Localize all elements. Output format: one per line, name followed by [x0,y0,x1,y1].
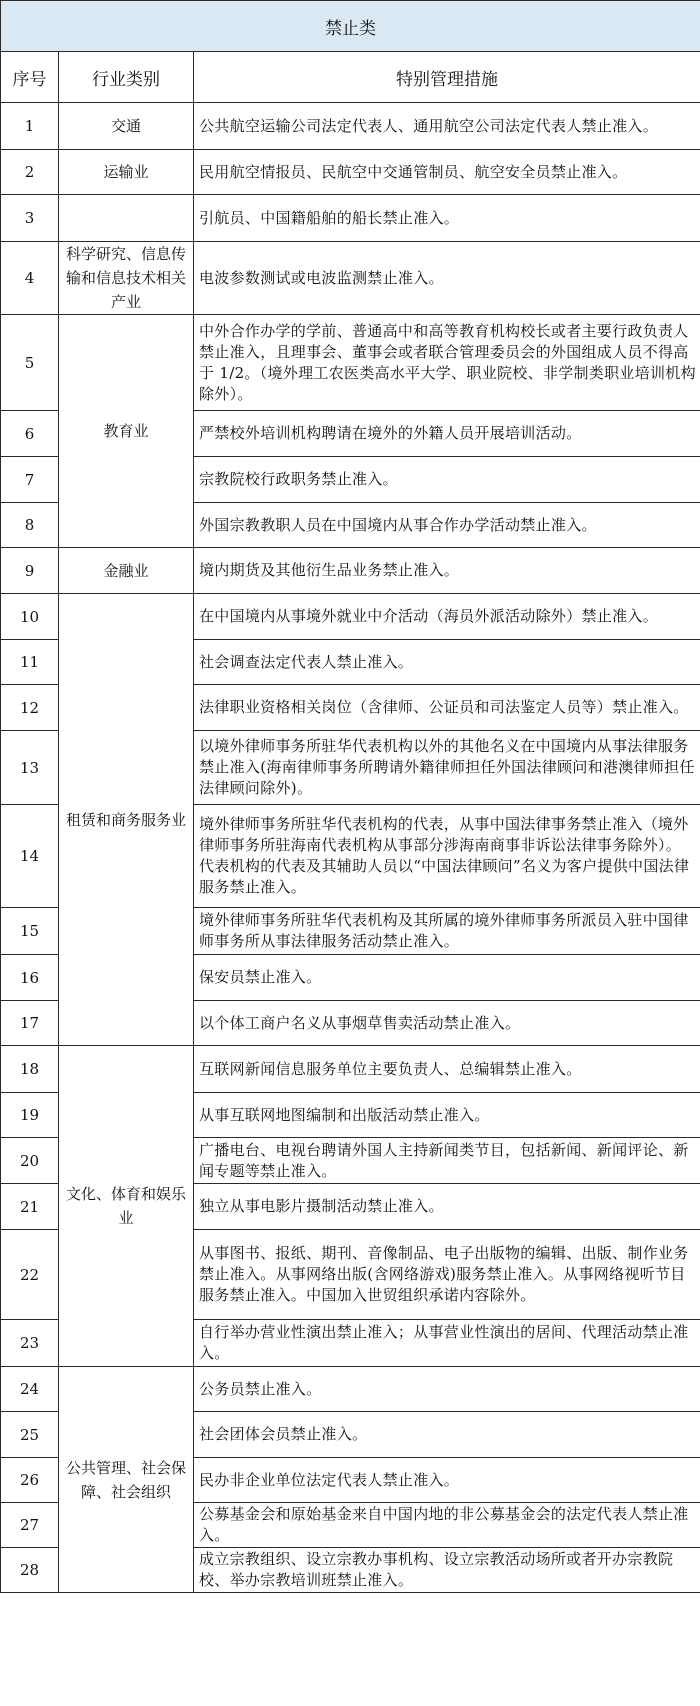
measure-cell: 法律职业资格相关岗位（含律师、公证员和司法鉴定人员等）禁止准入。 [194,685,700,731]
measure-cell: 广播电台、电视台聘请外国人主持新闻类节目，包括新闻、新闻评论、新闻专题等禁止准入。 [194,1138,700,1184]
category-cell: 交通 [59,103,194,150]
measure-cell: 外国宗教教职人员在中国境内从事合作办学活动禁止准入。 [194,503,700,548]
measure-cell: 境外律师事务所驻华代表机构及其所属的境外律师事务所派员入驻中国律师事务所从事法律服务活动禁止准入。 [194,908,700,955]
row-number: 12 [1,685,59,731]
row-number: 24 [1,1367,59,1412]
measure-cell: 公募基金会和原始基金来自中国内地的非公募基金会的法定代表人禁止准入。 [194,1503,700,1548]
row-number: 13 [1,731,59,805]
measure-cell: 以个体工商户名义从事烟草售卖活动禁止准入。 [194,1001,700,1046]
measure-cell: 中外合作办学的学前、普通高中和高等教育机构校长或者主要行政负责人禁止准入，且理事会、董事会或者联合管理委员会的外国组成人员不得高于 1/2。（境外理工农医类高水平大学、职业院校、非学制类职业培训机构除外）。 [194,315,700,411]
measure-cell: 从事图书、报纸、期刊、音像制品、电子出版物的编辑、出版、制作业务禁止准入。从事网络出版(含网络游戏)服务禁止准入。从事网络视听节目服务禁止准入。中国加入世贸组织承诺内容除外。 [194,1230,700,1320]
table-row [1,594,700,640]
category-cell-empty [59,195,194,242]
table-title: 禁止类 [1,1,700,52]
measure-cell: 公务员禁止准入。 [194,1367,700,1412]
measure-cell: 引航员、中国籍船舶的船长禁止准入。 [194,195,700,242]
row-number: 14 [1,805,59,908]
category-cell: 文化、体育和娱乐业 [59,1046,194,1367]
category-cell: 金融业 [59,548,194,594]
measure-cell: 社会调查法定代表人禁止准入。 [194,640,700,685]
measure-cell: 社会团体会员禁止准入。 [194,1412,700,1458]
measure-cell: 电波参数测试或电波监测禁止准入。 [194,242,700,315]
category-cell: 租赁和商务服务业 [59,594,194,1046]
table-row [1,1367,700,1412]
category-cell: 科学研究、信息传输和信息技术相关产业 [59,242,194,315]
row-number: 17 [1,1001,59,1046]
row-number: 5 [1,315,59,411]
header-measure: 特别管理措施 [194,52,700,103]
row-number: 22 [1,1230,59,1320]
row-number: 4 [1,242,59,315]
row-number: 25 [1,1412,59,1458]
category-cell: 运输业 [59,150,194,195]
row-number: 23 [1,1320,59,1367]
row-number: 3 [1,195,59,242]
row-number: 9 [1,548,59,594]
row-number: 8 [1,503,59,548]
row-number: 27 [1,1503,59,1548]
row-number: 10 [1,594,59,640]
measure-cell: 严禁校外培训机构聘请在境外的外籍人员开展培训活动。 [194,411,700,457]
measure-cell: 境内期货及其他衍生品业务禁止准入。 [194,548,700,594]
category-cell: 教育业 [59,315,194,548]
row-number: 6 [1,411,59,457]
row-number: 11 [1,640,59,685]
table-row [1,1046,700,1093]
table-row [1,195,700,242]
measure-cell: 成立宗教组织、设立宗教办事机构、设立宗教活动场所或者开办宗教院校、举办宗教培训班禁止准入。 [194,1548,700,1593]
row-number: 19 [1,1093,59,1138]
measure-cell: 宗教院校行政职务禁止准入。 [194,457,700,503]
header-no: 序号 [1,52,59,103]
header-industry: 行业类别 [59,52,194,103]
row-number: 18 [1,1046,59,1093]
measure-cell: 以境外律师事务所驻华代表机构以外的其他名义在中国境内从事法律服务禁止准入(海南律师事务所聘请外籍律师担任外国法律顾问和港澳律师担任法律顾问除外)。 [194,731,700,805]
measure-cell: 自行举办营业性演出禁止准入；从事营业性演出的居间、代理活动禁止准入。 [194,1320,700,1367]
row-number: 1 [1,103,59,150]
row-number: 20 [1,1138,59,1184]
measure-cell: 从事互联网地图编制和出版活动禁止准入。 [194,1093,700,1138]
row-number: 21 [1,1184,59,1230]
row-number: 7 [1,457,59,503]
table-row [1,242,700,315]
measure-cell: 公共航空运输公司法定代表人、通用航空公司法定代表人禁止准入。 [194,103,700,150]
row-number: 2 [1,150,59,195]
table-row [1,315,700,411]
measure-cell: 互联网新闻信息服务单位主要负责人、总编辑禁止准入。 [194,1046,700,1093]
table-row [1,548,700,594]
row-number: 15 [1,908,59,955]
row-number: 16 [1,955,59,1001]
measure-cell: 民用航空情报员、民航空中交通管制员、航空安全员禁止准入。 [194,150,700,195]
measure-cell: 在中国境内从事境外就业中介活动（海员外派活动除外）禁止准入。 [194,594,700,640]
table-row [1,103,700,150]
category-cell: 公共管理、社会保障、社会组织 [59,1367,194,1593]
measure-cell: 保安员禁止准入。 [194,955,700,1001]
measure-cell: 境外律师事务所驻华代表机构的代表，从事中国法律事务禁止准入（境外律师事务所驻海南代表机构从事部分涉海南商事非诉讼法律事务除外）。代表机构的代表及其辅助人员以“中国法律顾问”名义为客户提供中国法律服务禁止准入。 [194,805,700,908]
measure-cell: 独立从事电影片摄制活动禁止准入。 [194,1184,700,1230]
row-number: 28 [1,1548,59,1593]
row-number: 26 [1,1458,59,1503]
table-row [1,150,700,195]
measure-cell: 民办非企业单位法定代表人禁止准入。 [194,1458,700,1503]
